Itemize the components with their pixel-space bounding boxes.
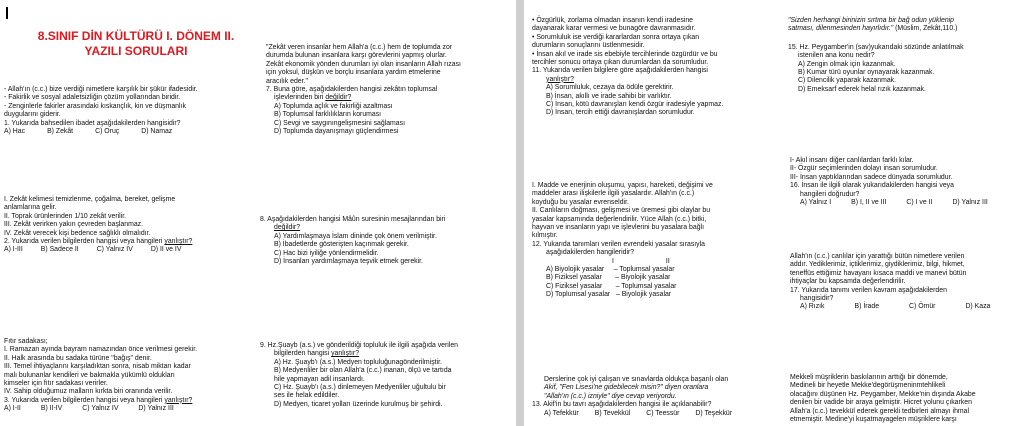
q9-option-c-cont: ses ile helak edildiler. [274, 392, 340, 400]
q16-line: III- İnsan yaptıklarından sadece dünyada sorumludur. [790, 173, 953, 181]
q12-stem-2: aşağıdakilerden hangileridir? [546, 249, 635, 257]
q7-quote-line: durumda bulunan insanlara karşı görevlerini yapmış olurlar. [266, 52, 447, 60]
q3-option-a: A) I-II [4, 405, 21, 413]
q17-option-b: B) İrade [854, 303, 880, 311]
q18-line: olacağını düşünen Hz. Peygamber, Mekke'nin dışında Akabe [790, 390, 976, 398]
q2-stem-underlined: yanlıştır? [164, 238, 193, 246]
q13-line: Derslerine çok iyi çalışan ve sınavlarda oldukça başarılı olan [544, 376, 729, 383]
q9-option-c: C) Hz. Şuayb'ı (a.s.) dinlemeyen Medyenliler uğultulu bir [274, 384, 446, 392]
q7-option-d: D) Toplumda dayanışmayı güçlendirmesi [274, 128, 399, 136]
q11-line: • Sorumluluk ise verdiği kararlardan sonra ortaya çıkan [532, 33, 700, 41]
q8-option-b: B) İbadetlerde gösterişten kaçınmak gerekir. [274, 241, 409, 249]
q1-option-c: C) Oruç [95, 128, 120, 136]
q7-stem-2 [266, 94, 461, 102]
q12-col-i: I [612, 257, 614, 265]
q7-quote-line: Zekât ekonomik yönden durumları iyi olan insanların Allah rızası [266, 60, 461, 68]
q7-quote-line: "Zekât veren insanlar hem Allah'a (c.c.) hem de toplumda zor [266, 44, 453, 51]
q16-options [790, 199, 988, 207]
q11-line: • Özgürlük, zorlama olmadan insanın kendi iradesine [532, 17, 693, 24]
q3-line: Fıtır sadakası; [4, 338, 48, 345]
q9-option-a: A) Hz. Şuayb'ı (a.s.) Medyen topluluğunagönderilmiştir. [274, 358, 442, 366]
q3-stem-text: 3. Yukarıda verilen bilgilerden hangisi veya hangileri [4, 396, 163, 404]
q7-option-a: A) Toplumda açlık ve fakirliği azaltması [274, 102, 393, 110]
q7-option-c: C) Sevgi ve saygınıngelişmesini sağlaması [274, 119, 405, 127]
q2-line: IV. Zekât verecek kişi bedence sağlıklı olmalıdır. [4, 229, 151, 237]
q12-line: koyduğu bu yasalar evrenseldir. [532, 198, 629, 206]
q11-line: tercihler sonucu ortaya çıkan durumlardan da sorumludur. [532, 59, 709, 67]
q7-option-b: B) Toplumsal farklılıkların koruması [274, 111, 382, 119]
q9-option-b-cont: hile yapmayan adil insanlardı. [274, 375, 365, 383]
q3-line: malı bulunanlar kendileri ve bakmakla yükümlü oldukları [4, 371, 175, 379]
q13-option-b: B) Tevekkül [594, 409, 631, 417]
q8-option-c: C) Hac bizi iyiliğe yönlendirmelidir. [274, 249, 379, 257]
q16-line: I- Akıl insanı diğer canlılardan farklı kılar. [790, 157, 914, 164]
q1-line: - Allah'ın (c.c.) bize verdiği nimetlere karşılık bir şükür ifadesidir. [4, 86, 198, 93]
q15-quote-line-2 [788, 25, 964, 33]
q3-line: I. Ramazan ayında bayram namazından önce verilmesi gerekir. [4, 346, 198, 354]
q3-stem-underlined: yanlıştır? [164, 396, 193, 404]
q12-option-b: B) Fiziksel yasalar – Biyolojik yasalar [546, 274, 671, 282]
q15-option-d: D) Emeksarf ederek helal rızık kazanmak. [798, 85, 926, 93]
q1-options [4, 128, 198, 136]
q2-option-a: A) I-III [4, 246, 23, 254]
q17-option-a: A) Rızık [800, 303, 825, 311]
question-17 [790, 253, 990, 312]
q3-option-c: C) Yalnız IV [82, 405, 119, 413]
q16-line: II- Özgür seçimlerinden dolayı insan sorumludur. [790, 165, 938, 173]
q9-stem-text: bilgilerden hangisi [274, 350, 330, 358]
q9-stem: 9. Hz.Şuayb (a.s.) ve gönderildiği topluluk ile ilgili aşağıda verilen [260, 342, 459, 349]
q1-option-b: B) Zekât [47, 128, 74, 136]
q3-option-d: D) Yalnız III [138, 405, 174, 413]
q2-line: II. Toprak ürünlerinden 1/10 zekât verilir. [4, 212, 127, 220]
document-page-right [524, 0, 1024, 426]
q17-stem: 17. Yukarıda tanımı verilen kavram aşağıdakilerden [790, 286, 947, 294]
q2-option-b: B) Sadece II [40, 246, 79, 254]
q16-option-c: C) I ve II [906, 199, 933, 207]
q12-line: II. Canlıların doğması, gelişmesi ve üremesi gibi olaylar bu [532, 207, 711, 215]
q3-line: kimseler için fıtır sadakası verirler. [4, 380, 108, 388]
q15-quote-text: satması, dilenmesinden hayırlıdır." [788, 25, 894, 33]
q2-line: anlamlarına gelir. [4, 204, 57, 212]
exam-title [12, 29, 260, 59]
q3-line: III. Temel ihtiyaçlarını karşıladıktan sonra, nisab miktarı kadar [4, 363, 191, 371]
q2-options [4, 246, 192, 254]
q17-line: teneffüs ettiğimiz havayanı kısaca maddi ve manevi bütün [790, 269, 967, 277]
q12-line: hayvan ve insanların yapı ve işlevlerini bu yasalara bağlı [532, 224, 704, 232]
q11-stem-2: yanlıştır? [546, 75, 574, 83]
question-16 [790, 157, 988, 207]
q13-stem: 13. Akif'in bu tavrı aşağıdakilerden hangisi ile açıklanabilir? [532, 401, 712, 409]
q15-option-c: C) Dilencilik yaparak kazanmak. [798, 77, 897, 85]
exam-title-line2: YAZILI SORULARI [84, 44, 188, 58]
q13-line: "Allah'ın (c.c.) izniyle" diye cevap veriyordu. [544, 392, 677, 400]
q15-quote-line: "Sizden herhangi birinizin sırtına bir bağ odun yüklenip [788, 17, 955, 24]
q9-option-d: D) Medyen, ticaret yolları üzerinde kurulmuş bir şehirdi. [274, 400, 443, 408]
q15-stem: 15. Hz. Peygamber'in (sav)yukarıdaki sözünde anlatılmak [788, 43, 964, 51]
q12-stem: 12. Yukarıda tanımları verilen evrendeki yasalar sırasıyla [532, 240, 705, 248]
q3-options [4, 405, 197, 413]
q7-quote-line: için yoksul, düşkün ve borçlu insanlara yardım etmelerine [266, 69, 441, 77]
q11-stem: 11. Yukarıda verilen bilgilere göre aşağıdakilerden hangisi [532, 67, 708, 75]
q12-col-ii: II [665, 257, 670, 265]
q18-line: Medineli bir heyetle Mekke'degörüşmeninmtehlikeli [790, 382, 946, 390]
q18-line: denilen bir vadide bir araya gelmiştir. Hicret yolunu çıkarken [790, 399, 972, 407]
q17-stem-2: hangisidir? [800, 295, 834, 303]
q11-line: durumların sonuçlarını üstlenmesidir. [532, 42, 645, 50]
q8-option-d: D) İnsanları yardımlaşmaya teşvik etmek gerekir. [274, 258, 423, 266]
question-11 [532, 17, 723, 118]
q8-stem: 8. Aşağıdakilerden hangisi Mâûn suresinin mesajlarından biri [260, 216, 446, 223]
q7-stem: 7. Buna göre, aşağıdakilerden hangisi zekâtın toplumsal [266, 86, 438, 94]
q2-option-d: D) II ve IV [150, 246, 182, 254]
q17-option-d: D) Kaza [965, 303, 991, 311]
q2-stem-text: 2. Yukarıda verilen bilgilerden hangisi veya hangileri [4, 238, 163, 246]
q9-stem-underlined: yanlıştır? [331, 350, 360, 358]
q3-line: II. Halk arasında bu sadaka türüne "bağış" denir. [4, 354, 152, 362]
q16-stem: 16. İnsan ile ilgili olarak yukarıdakilerden hangisi veya [790, 182, 954, 190]
q13-line: Akif, "Fen Lisesi'ne gidebilecek misin?" diyen oranlara [544, 384, 709, 392]
q2-line: I. Zekât kelimesi temizlenme, çoğalma, bereket, gelişme [4, 196, 176, 203]
q16-option-b: B) I, II ve III [851, 199, 887, 207]
q1-option-d: D) Namaz [141, 128, 173, 136]
q2-option-c: C) Yalnız IV [96, 246, 133, 254]
q11-line: • İnsan akıl ve irade sis ebebiyle tercihlerinde özgürdür ve bu [532, 50, 718, 58]
q12-line: yasalar kapsamında değerlendirilir. Yüce Allah (c.c.) bitki, [532, 215, 707, 223]
q3-option-b: B) II-IV [40, 405, 63, 413]
q17-line: addır. Yediklerimiz, içtiklerimiz, giydiklerimiz, bilgi, hikmet, [790, 261, 965, 269]
q8-stem-2: değildir? [274, 224, 301, 232]
q18-line: Mekkeli müşriklerin baskılarının arttığı bir dönemde, [790, 374, 948, 381]
q12-option-c: C) Fiziksel yasalar – Toplumsal yasalar [546, 282, 677, 290]
q16-stem-2: hangileri doğrudur? [800, 190, 860, 198]
q12-line: maddeler arası ilişkilerle ilgili yasalardır. Allah'ın (c.c.) [532, 190, 695, 198]
q15-source: (Müslim, Zekât,110.) [895, 25, 958, 33]
q12-option-d: D) Toplumsal yasalar – Biyolojik yasalar [546, 291, 672, 299]
q16-option-d: D) Yalnız III [952, 199, 988, 207]
page-gap [516, 0, 524, 426]
question-7 [266, 44, 461, 136]
q11-option-c: C) İnsan, kötü davranışları kendi özgür iradesiyle yapmaz. [546, 101, 724, 109]
q15-option-a: A) Zengin olmak için kazanmak. [798, 60, 896, 68]
q18-line: etmemiştir. Medine'yi kuşatmayagelen müşriklere karşı [790, 416, 957, 424]
question-8 [260, 216, 445, 266]
q11-option-d: D) İnsan, tercih ettiği davranışlardan sorumludur. [546, 109, 695, 117]
question-3 [4, 338, 197, 414]
q17-option-c: C) Ömür [909, 303, 936, 311]
q1-line: - Zenginlerle fakirler arasındaki kıskançlık, kin ve düşmanlık [4, 102, 186, 110]
question-9 [260, 342, 458, 409]
q13-option-d: D) Teşekkür [695, 409, 733, 417]
q7-stem-text: işlevlerinden biri [274, 94, 324, 102]
q2-stem [4, 238, 192, 246]
q11-option-b: B) İnsan, akıllı ve irade sahibi bir varlıktır. [546, 92, 672, 100]
q15-spacer [788, 34, 964, 44]
exam-title-line1: 8.SINIF DİN KÜLTÜRÜ I. DÖNEM II. [37, 29, 235, 43]
q12-line: kılmıştır. [532, 232, 558, 240]
q15-option-b: B) Kumar türü oyunlar oynayarak kazanmak. [798, 69, 935, 77]
q8-option-a: A) Yardımlaşmaya İslam dininde çok önem verilmiştir. [274, 232, 437, 240]
q12-column-headers [532, 258, 713, 266]
q1-line: - Fakirlik ve sosyal adaletsizliğin çözüm yollarından biridir. [4, 94, 181, 102]
q1-option-a: A) Hac [4, 128, 26, 136]
q15-stem-2: istenilen ana konu nedir? [798, 52, 875, 60]
question-12 [532, 182, 713, 300]
q7-stem-underlined: değildir? [325, 94, 352, 102]
q3-stem [4, 397, 197, 405]
q13-option-c: C) Teessür [646, 409, 680, 417]
question-15 [788, 17, 964, 94]
q7-quote-line: aracılık eder." [266, 77, 308, 85]
q11-option-a: A) Sorumluluk, cezaya da ödüle gerektirir. [546, 84, 674, 92]
q9-stem-2 [260, 350, 458, 358]
q1-stem: 1. Yukarıda bahsedilen ibadet aşağıdakilerden hangisidir? [4, 119, 181, 127]
q17-line: Allah'ın (c.c.) canlılar için yarattığı bütün nimetlere verilen [790, 253, 965, 260]
question-2 [4, 196, 192, 255]
q3-line: IV. Sahip olduğumuz malların kırkta biri oranında verilir. [4, 388, 173, 396]
q13-option-a: A) Tefekkür [544, 409, 579, 417]
q16-option-a: A) Yalnız I [800, 199, 832, 207]
q2-line: III. Zekât verirken yakın çevreden başlanmaz. [4, 221, 144, 229]
q17-options [790, 303, 990, 311]
q9-option-b: B) Medyenliler bir olan Allah'a (c.c.) inanan, ölçü ve tartıda [274, 367, 452, 375]
q12-line: I. Madde ve enerjinin oluşumu, yapısı, hareketi, değişimi ve [532, 182, 713, 189]
question-13 [532, 376, 733, 418]
q17-line: ihtiyaçlar bu kapsamda değerlendirilir. [790, 278, 906, 286]
question-1 [4, 86, 198, 136]
q1-line: duygularını giderir. [4, 111, 61, 119]
q13-options [544, 410, 732, 418]
q11-line: dayanarak karar vermesi ve bunagöre davranmasıdır. [532, 25, 696, 33]
q18-line: Allah'a (c.c.) tevekkül ederek gerekli tedbirleri almayı ihmal [790, 407, 970, 415]
q12-option-a: A) Biyolojik yasalar – Toplumsal yasalar [546, 266, 675, 274]
text-cursor [6, 7, 8, 19]
question-18 [790, 374, 976, 424]
